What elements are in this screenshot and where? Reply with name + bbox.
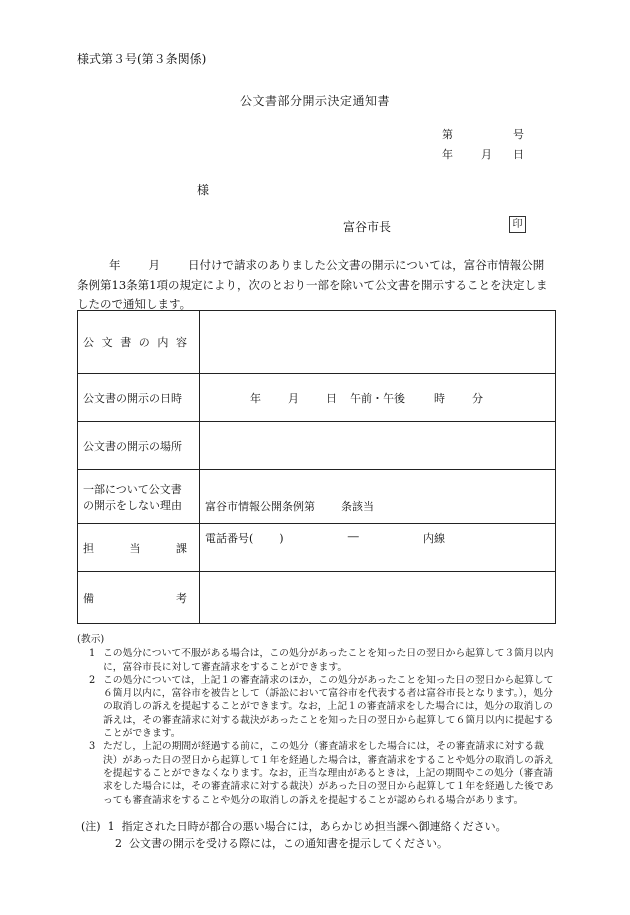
body-year: 年 [109, 258, 121, 272]
disclosure-table [77, 310, 556, 624]
page-title: 公文書部分開示決定通知書 [239, 94, 390, 108]
remark-item-2: 2 公文書の開示を受ける際には，この通知書を提示してください。 [115, 837, 448, 850]
doc-number-suffix: 号 [513, 128, 524, 141]
datetime-label: 公文書の開示の日時 [78, 374, 200, 422]
remarks-label: 備 考 [78, 572, 200, 624]
instruction-item: 1 この処分について不服がある場合は，この処分があったことを知った日の翌日から起算して３箇月以内に，富谷市長に対して審査請求をすることができます。 [89, 648, 554, 673]
body-text: 日付けで請求のありました公文書の開示については，富谷市情報公開条例第13条第1項の規定により，次のとおり一部を除いて公文書を開示することを決定しましたので通知します。 [77, 258, 548, 311]
content-label: 公 文 書 の 内 容 [78, 311, 200, 374]
section-row [78, 524, 556, 572]
datetime-value[interactable]: 年 月 日 午前・午後 時 分 [200, 374, 556, 422]
form-number: 様式第３号(第３条関係) [77, 52, 207, 66]
remarks-value[interactable] [200, 572, 556, 624]
issuer-name: 富谷市長 [343, 220, 392, 234]
content-value[interactable] [200, 311, 556, 374]
body-month: 月 [148, 258, 160, 272]
date-year: 年 [442, 148, 453, 161]
instructions-header: (教示) [77, 634, 105, 645]
place-value[interactable] [200, 422, 556, 470]
date-month: 月 [481, 148, 492, 161]
body-paragraph [77, 256, 555, 315]
reason-value[interactable]: 富谷市情報公開条例第 条該当 [200, 470, 556, 524]
instructions [77, 633, 557, 807]
datetime-row [78, 374, 556, 422]
reason-label: 一部について公文書 の開示をしない理由 [78, 470, 200, 524]
instruction-item: 3 ただし，上記の期間が経過する前に，この処分（審査請求をした場合には，その審査請求に対する裁決）があった日の翌日から起算して１年を経過した場合は，審査請求をすることや処分の取消しの訴えを提起することができなくなります。なお，正当な理由があるときは，上記の期間やこの処分（審査請求をした場合には，その審査請求に対する裁決）があった日の翌日から起算して１年を経過した後であっても審査請求をすることや処分の取消しの訴えを提起することが認められる場合があります。 [89, 741, 554, 806]
remarks-row [78, 572, 556, 624]
date-day: 日 [513, 148, 524, 161]
content-row [78, 311, 556, 374]
phone-line: 電話番号( ) ― 内線 [205, 529, 445, 545]
reason-row [78, 470, 556, 524]
doc-number-prefix: 第 [442, 128, 453, 141]
seal-mark: 印 [509, 216, 526, 233]
section-label: 担 当 課 [78, 524, 200, 572]
place-row [78, 422, 556, 470]
place-label: 公文書の開示の場所 [78, 422, 200, 470]
section-value[interactable] [200, 524, 556, 572]
instruction-item: 2 この処分については，上記１の審査請求のほか，この処分があったことを知った日の翌日から起算して６箇月以内に，富谷市を被告として（訴訟において富谷市を代表する者は富谷市長となります。），処分の取消しの訴えを提起することができます。なお，上記１の審査請求をした場合には，処分の取消しの訴えは，その審査請求に対する裁決があったことを知った日の翌日から起算して６箇月以内に提起することができます。 [89, 674, 554, 740]
addressee-suffix: 様 [197, 183, 210, 197]
remark-item-1: (注) 1 指定された日時が都合の悪い場合には，あらかじめ担当課へ御連絡ください。 [81, 820, 507, 833]
